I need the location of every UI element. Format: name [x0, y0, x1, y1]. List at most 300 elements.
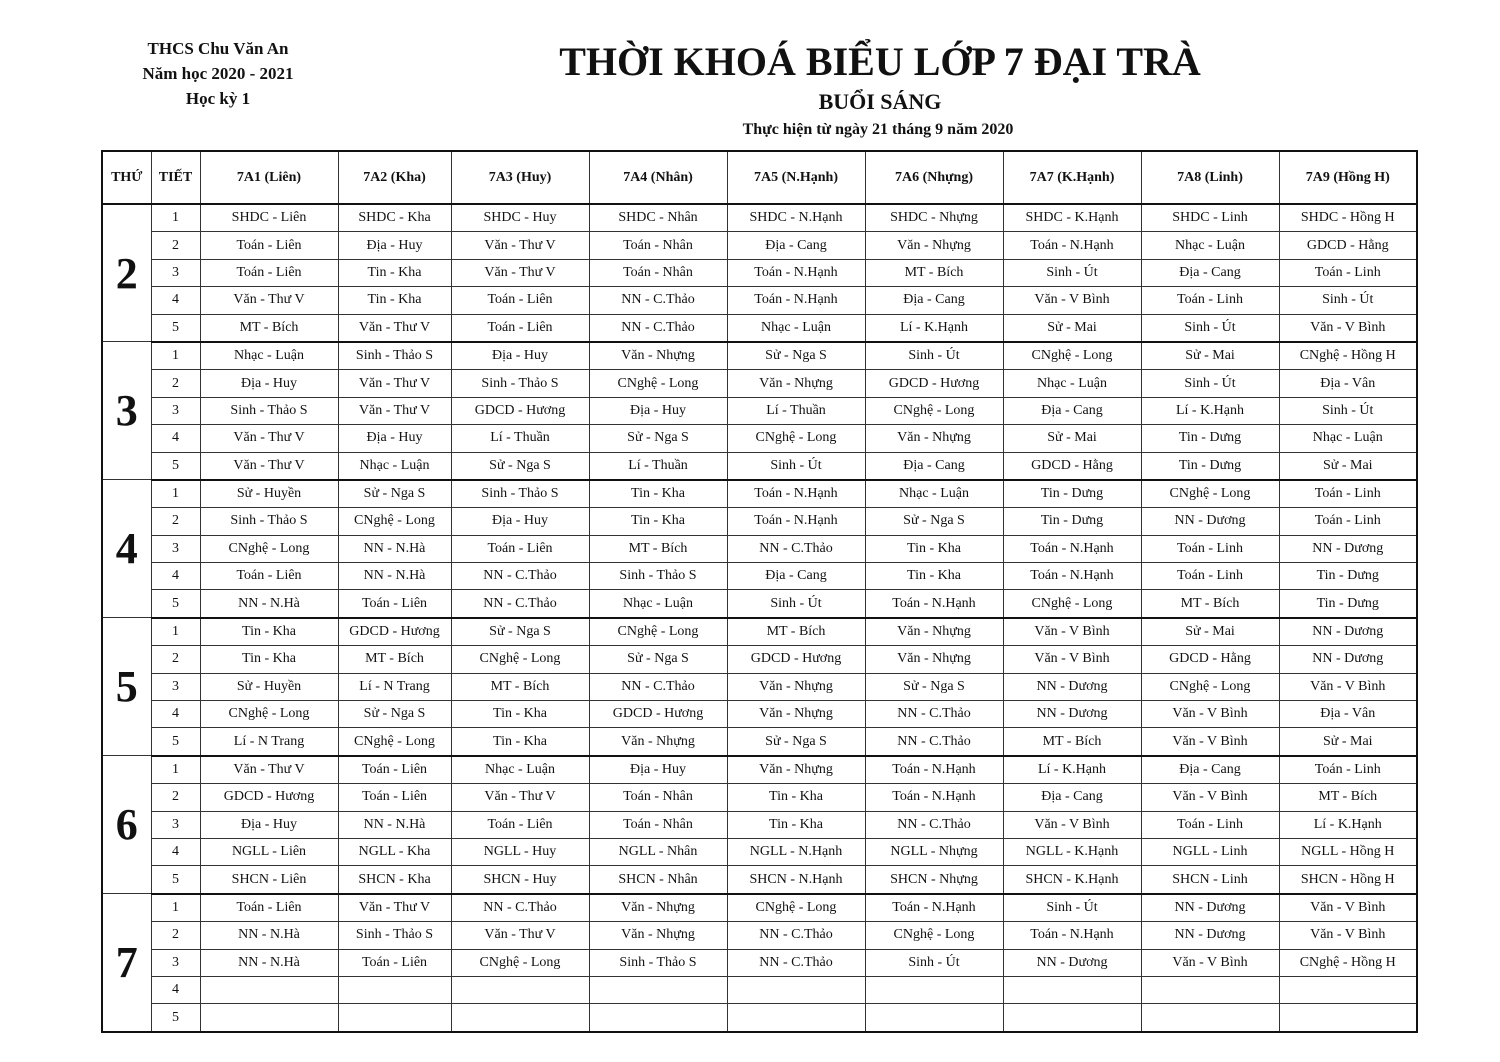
subject-cell: Văn - V Bình — [1141, 784, 1279, 811]
day-cell: 3 — [102, 342, 151, 480]
subject-cell: Toán - Linh — [1279, 259, 1417, 286]
subject-cell: Sinh - Út — [865, 342, 1003, 370]
subject-cell — [1003, 1004, 1141, 1032]
subject-cell: Sinh - Út — [865, 949, 1003, 976]
subject-cell: Lí - Thuần — [451, 425, 589, 452]
subject-cell: NN - C.Thảo — [727, 535, 865, 562]
subject-cell: Văn - Nhựng — [865, 425, 1003, 452]
period-cell: 3 — [151, 397, 200, 424]
period-cell: 2 — [151, 922, 200, 949]
subject-cell — [727, 1004, 865, 1032]
table-row — [102, 811, 1417, 838]
table-row — [102, 922, 1417, 949]
subject-cell: Sinh - Út — [1141, 370, 1279, 397]
subject-cell: Sử - Mai — [1141, 618, 1279, 646]
table-row — [102, 838, 1417, 865]
period-cell: 5 — [151, 590, 200, 618]
subject-cell: Nhạc - Luận — [1279, 425, 1417, 452]
period-cell: 5 — [151, 452, 200, 480]
timetable — [101, 150, 1418, 1033]
subject-cell — [1141, 1004, 1279, 1032]
subject-cell: Toán - Liên — [451, 314, 589, 342]
subject-cell: CNghệ - Long — [1003, 590, 1141, 618]
class-column-header: 7A7 (K.Hạnh) — [1003, 151, 1141, 204]
subject-cell: SHCN - Liên — [200, 866, 338, 894]
subject-cell: Sinh - Thảo S — [451, 480, 589, 508]
subject-cell: Văn - Nhựng — [727, 673, 865, 700]
subject-cell: Tin - Kha — [727, 784, 865, 811]
subject-cell: Tin - Kha — [338, 259, 451, 286]
subject-cell: NN - C.Thảo — [451, 590, 589, 618]
subject-cell: Địa - Vân — [1279, 701, 1417, 728]
table-row — [102, 1004, 1417, 1032]
subject-cell: NN - Dương — [1279, 618, 1417, 646]
subject-cell: CNghệ - Long — [1003, 342, 1141, 370]
subject-cell: Sinh - Út — [727, 452, 865, 480]
day-cell: 5 — [102, 618, 151, 756]
subject-cell: Toán - Liên — [338, 590, 451, 618]
table-row — [102, 701, 1417, 728]
subject-cell: Nhạc - Luận — [589, 590, 727, 618]
class-column-header: 7A6 (Nhựng) — [865, 151, 1003, 204]
table-row — [102, 590, 1417, 618]
subject-cell: Địa - Huy — [451, 342, 589, 370]
subject-cell: GDCD - Hương — [338, 618, 451, 646]
subject-cell: Toán - Linh — [1141, 563, 1279, 590]
subject-cell: Sử - Nga S — [338, 480, 451, 508]
table-row — [102, 756, 1417, 784]
subject-cell: Sử - Nga S — [589, 646, 727, 673]
subject-cell: Địa - Cang — [1003, 784, 1141, 811]
period-column-header: TIẾT — [151, 151, 200, 204]
table-row — [102, 949, 1417, 976]
subject-cell: CNghệ - Long — [338, 728, 451, 756]
subject-cell: Văn - Nhựng — [589, 728, 727, 756]
subject-cell: NN - C.Thảo — [451, 563, 589, 590]
period-cell: 3 — [151, 949, 200, 976]
table-row — [102, 397, 1417, 424]
subject-cell: Sinh - Út — [1279, 287, 1417, 314]
subject-cell: Toán - N.Hạnh — [727, 480, 865, 508]
subject-cell: CNghệ - Long — [589, 370, 727, 397]
table-row — [102, 342, 1417, 370]
period-cell: 4 — [151, 425, 200, 452]
table-row — [102, 728, 1417, 756]
subject-cell: GDCD - Hằng — [1003, 452, 1141, 480]
day-cell: 4 — [102, 480, 151, 618]
period-cell: 5 — [151, 866, 200, 894]
period-cell: 3 — [151, 673, 200, 700]
subject-cell: CNghệ - Long — [200, 701, 338, 728]
subject-cell: SHCN - Linh — [1141, 866, 1279, 894]
subject-cell — [865, 1004, 1003, 1032]
subject-cell: Văn - Thư V — [200, 452, 338, 480]
period-cell: 1 — [151, 480, 200, 508]
subject-cell: NN - C.Thảo — [727, 922, 865, 949]
subject-cell: Lí - K.Hạnh — [1141, 397, 1279, 424]
subject-cell: SHCN - Nhựng — [865, 866, 1003, 894]
subject-cell: NGLL - Hồng H — [1279, 838, 1417, 865]
subject-cell: Nhạc - Luận — [1141, 232, 1279, 259]
table-row — [102, 204, 1417, 232]
subject-cell: Văn - Nhựng — [589, 894, 727, 922]
subject-cell: MT - Bích — [865, 259, 1003, 286]
table-row — [102, 563, 1417, 590]
subject-cell: Toán - Liên — [200, 259, 338, 286]
subject-cell: Sinh - Út — [1003, 259, 1141, 286]
subject-cell: Văn - V Bình — [1141, 701, 1279, 728]
subject-cell: Văn - Nhựng — [589, 922, 727, 949]
subject-cell: Văn - Thư V — [451, 259, 589, 286]
subject-cell: Văn - Nhựng — [865, 646, 1003, 673]
subject-cell: Lí - Thuần — [589, 452, 727, 480]
subject-cell: Toán - Liên — [451, 811, 589, 838]
subject-cell: Nhạc - Luận — [1003, 370, 1141, 397]
table-row — [102, 618, 1417, 646]
table-row — [102, 425, 1417, 452]
subject-cell: Địa - Cang — [1141, 756, 1279, 784]
subject-cell: GDCD - Hằng — [1141, 646, 1279, 673]
subject-cell: Sử - Huyền — [200, 673, 338, 700]
subject-cell: Nhạc - Luận — [865, 480, 1003, 508]
subject-cell: Tin - Dưng — [1003, 480, 1141, 508]
subject-cell: NN - Dương — [1279, 646, 1417, 673]
subject-cell: Toán - N.Hạnh — [727, 259, 865, 286]
subject-cell: Toán - Liên — [451, 535, 589, 562]
subject-cell: Địa - Huy — [338, 425, 451, 452]
period-cell: 2 — [151, 646, 200, 673]
subject-cell: MT - Bích — [1279, 784, 1417, 811]
subject-cell: Văn - V Bình — [1003, 618, 1141, 646]
period-cell: 2 — [151, 232, 200, 259]
subject-cell: Tin - Kha — [865, 535, 1003, 562]
subject-cell: Sinh - Thảo S — [589, 563, 727, 590]
subject-cell — [451, 976, 589, 1003]
subject-cell: CNghệ - Long — [727, 894, 865, 922]
subject-cell: Sinh - Út — [1279, 397, 1417, 424]
subject-cell: MT - Bích — [1003, 728, 1141, 756]
subject-cell: Tin - Dưng — [1141, 425, 1279, 452]
subject-cell: Tin - Kha — [200, 618, 338, 646]
subject-cell: Địa - Huy — [451, 508, 589, 535]
subject-cell: CNghệ - Long — [589, 618, 727, 646]
subject-cell — [589, 976, 727, 1003]
day-cell: 2 — [102, 204, 151, 342]
subject-cell: Toán - Nhân — [589, 784, 727, 811]
subject-cell: Lí - K.Hạnh — [1279, 811, 1417, 838]
subject-cell: Lí - N Trang — [338, 673, 451, 700]
subject-cell: SHDC - N.Hạnh — [727, 204, 865, 232]
table-row — [102, 866, 1417, 894]
period-cell: 1 — [151, 342, 200, 370]
subject-cell: SHDC - Huy — [451, 204, 589, 232]
subject-cell: Văn - Thư V — [338, 314, 451, 342]
subject-cell: CNghệ - Hồng H — [1279, 949, 1417, 976]
subject-cell: Văn - Nhựng — [727, 701, 865, 728]
table-row — [102, 232, 1417, 259]
subject-cell: SHDC - Nhân — [589, 204, 727, 232]
subject-cell: Toán - N.Hạnh — [1003, 535, 1141, 562]
subject-cell: Tin - Kha — [451, 701, 589, 728]
subject-cell: Toán - Linh — [1279, 480, 1417, 508]
subject-cell: NN - N.Hà — [200, 922, 338, 949]
subject-cell: SHDC - Liên — [200, 204, 338, 232]
subject-cell: Sinh - Thảo S — [200, 508, 338, 535]
subject-cell: NN - Dương — [1141, 894, 1279, 922]
session-title: BUỔI SÁNG — [818, 89, 942, 114]
subject-cell: Toán - Linh — [1141, 811, 1279, 838]
subject-cell: GDCD - Hằng — [1279, 232, 1417, 259]
subject-cell: Văn - V Bình — [1279, 922, 1417, 949]
school-name: THCS Chu Văn An — [147, 39, 289, 58]
period-cell: 4 — [151, 287, 200, 314]
subject-cell: NN - N.Hà — [338, 563, 451, 590]
subject-cell: MT - Bích — [200, 314, 338, 342]
day-cell: 7 — [102, 894, 151, 1032]
subject-cell: GDCD - Hương — [451, 397, 589, 424]
subject-cell: Văn - Nhựng — [727, 756, 865, 784]
period-cell: 2 — [151, 508, 200, 535]
subject-cell: Toán - N.Hạnh — [865, 590, 1003, 618]
subject-cell: CNghệ - Long — [1141, 480, 1279, 508]
subject-cell — [727, 976, 865, 1003]
subject-cell: Sinh - Út — [1141, 314, 1279, 342]
school-year: Năm học 2020 - 2021 — [142, 64, 294, 83]
subject-cell: Tin - Dưng — [1141, 452, 1279, 480]
subject-cell: NGLL - Linh — [1141, 838, 1279, 865]
class-column-header: 7A2 (Kha) — [338, 151, 451, 204]
class-column-header: 7A9 (Hồng H) — [1279, 151, 1417, 204]
period-cell: 3 — [151, 811, 200, 838]
subject-cell: Tin - Dưng — [1003, 508, 1141, 535]
subject-cell: Sử - Mai — [1141, 342, 1279, 370]
subject-cell: Văn - Thư V — [200, 287, 338, 314]
subject-cell: Văn - Nhựng — [865, 618, 1003, 646]
subject-cell: Văn - Thư V — [200, 425, 338, 452]
subject-cell: SHDC - Nhựng — [865, 204, 1003, 232]
subject-cell: Sử - Nga S — [451, 452, 589, 480]
subject-cell: Toán - Nhân — [589, 259, 727, 286]
subject-cell: NN - N.Hà — [200, 590, 338, 618]
subject-cell: NN - Dương — [1003, 701, 1141, 728]
table-row — [102, 894, 1417, 922]
period-cell: 4 — [151, 838, 200, 865]
subject-cell: NGLL - Liên — [200, 838, 338, 865]
subject-cell: Sử - Mai — [1003, 314, 1141, 342]
subject-cell: Sử - Nga S — [338, 701, 451, 728]
subject-cell: Toán - Linh — [1141, 535, 1279, 562]
subject-cell — [451, 1004, 589, 1032]
subject-cell: Sinh - Thảo S — [338, 922, 451, 949]
period-cell: 5 — [151, 1004, 200, 1032]
subject-cell: Văn - Thư V — [451, 232, 589, 259]
subject-cell — [1141, 976, 1279, 1003]
subject-cell: Văn - Nhựng — [865, 232, 1003, 259]
subject-cell: CNghệ - Long — [338, 508, 451, 535]
subject-cell: MT - Bích — [1141, 590, 1279, 618]
subject-cell: Sử - Mai — [1003, 425, 1141, 452]
subject-cell: Sinh - Thảo S — [338, 342, 451, 370]
subject-cell: MT - Bích — [727, 618, 865, 646]
subject-cell: NGLL - N.Hạnh — [727, 838, 865, 865]
subject-cell: Văn - Thư V — [338, 397, 451, 424]
subject-cell: Toán - Linh — [1279, 508, 1417, 535]
subject-cell: MT - Bích — [589, 535, 727, 562]
subject-cell: Tin - Kha — [865, 563, 1003, 590]
subject-cell: Tin - Dưng — [1279, 563, 1417, 590]
period-cell: 2 — [151, 370, 200, 397]
subject-cell: Tin - Kha — [727, 811, 865, 838]
school-info — [118, 36, 318, 111]
subject-cell: SHDC - K.Hạnh — [1003, 204, 1141, 232]
subject-cell: Toán - N.Hạnh — [727, 508, 865, 535]
class-column-header: 7A4 (Nhân) — [589, 151, 727, 204]
subject-cell: NN - C.Thảo — [589, 673, 727, 700]
subject-cell: Sử - Mai — [1279, 452, 1417, 480]
subject-cell: Toán - Linh — [1279, 756, 1417, 784]
class-column-header: 7A5 (N.Hạnh) — [727, 151, 865, 204]
subject-cell: Toán - Liên — [200, 894, 338, 922]
subject-cell — [200, 1004, 338, 1032]
subject-cell: Toán - Linh — [1141, 287, 1279, 314]
page-title: THỜI KHOÁ BIỂU LỚP 7 ĐẠI TRÀ — [559, 39, 1201, 84]
subject-cell: Văn - V Bình — [1141, 728, 1279, 756]
subject-cell: Toán - N.Hạnh — [865, 756, 1003, 784]
subject-cell: SHDC - Kha — [338, 204, 451, 232]
class-column-header: 7A3 (Huy) — [451, 151, 589, 204]
subject-cell: GDCD - Hương — [589, 701, 727, 728]
subject-cell: Sử - Huyền — [200, 480, 338, 508]
subject-cell: Văn - V Bình — [1003, 646, 1141, 673]
subject-cell: GDCD - Hương — [200, 784, 338, 811]
subject-cell: Địa - Cang — [1003, 397, 1141, 424]
subject-cell: NN - C.Thảo — [865, 701, 1003, 728]
subject-cell: NGLL - K.Hạnh — [1003, 838, 1141, 865]
subject-cell — [589, 1004, 727, 1032]
subject-cell: Sử - Nga S — [865, 508, 1003, 535]
subject-cell: NN - C.Thảo — [589, 287, 727, 314]
subject-cell: Toán - Liên — [200, 232, 338, 259]
period-cell: 3 — [151, 259, 200, 286]
subject-cell: NN - C.Thảo — [865, 811, 1003, 838]
subject-cell: Lí - K.Hạnh — [1003, 756, 1141, 784]
table-body — [102, 204, 1417, 1032]
period-cell: 1 — [151, 204, 200, 232]
subject-cell: Địa - Cang — [727, 563, 865, 590]
subject-cell: Toán - Liên — [200, 563, 338, 590]
subject-cell: Toán - Liên — [338, 949, 451, 976]
subject-cell: Văn - V Bình — [1003, 287, 1141, 314]
subject-cell: Sử - Nga S — [727, 728, 865, 756]
subject-cell: Văn - V Bình — [1279, 673, 1417, 700]
period-cell: 5 — [151, 728, 200, 756]
subject-cell: MT - Bích — [451, 673, 589, 700]
subject-cell: NN - N.Hà — [338, 811, 451, 838]
subject-cell: Văn - Thư V — [338, 370, 451, 397]
table-row — [102, 480, 1417, 508]
subject-cell — [338, 976, 451, 1003]
subject-cell: NN - Dương — [1003, 673, 1141, 700]
subject-cell: Toán - N.Hạnh — [1003, 922, 1141, 949]
subject-cell: Văn - Nhựng — [589, 342, 727, 370]
subject-cell: NN - Dương — [1003, 949, 1141, 976]
subject-cell: Văn - V Bình — [1279, 314, 1417, 342]
subject-cell: Nhạc - Luận — [200, 342, 338, 370]
subject-cell: Văn - V Bình — [1141, 949, 1279, 976]
subject-cell: Địa - Huy — [200, 811, 338, 838]
semester: Học kỳ 1 — [185, 89, 251, 108]
subject-cell: CNghệ - Long — [865, 922, 1003, 949]
subject-cell: Sinh - Út — [1003, 894, 1141, 922]
subject-cell: Toán - N.Hạnh — [865, 894, 1003, 922]
subject-cell: Tin - Kha — [200, 646, 338, 673]
subject-cell: CNghệ - Long — [451, 646, 589, 673]
period-cell: 1 — [151, 756, 200, 784]
table-row — [102, 508, 1417, 535]
table-row — [102, 784, 1417, 811]
subject-cell: SHCN - Huy — [451, 866, 589, 894]
class-column-header: 7A8 (Linh) — [1141, 151, 1279, 204]
subject-cell: Sử - Nga S — [451, 618, 589, 646]
subject-cell — [200, 976, 338, 1003]
subject-cell: Toán - N.Hạnh — [1003, 563, 1141, 590]
subject-cell: NGLL - Huy — [451, 838, 589, 865]
subject-cell: Toán - Liên — [451, 287, 589, 314]
subject-cell: Toán - N.Hạnh — [865, 784, 1003, 811]
table-row — [102, 259, 1417, 286]
subject-cell: Tin - Dưng — [1279, 590, 1417, 618]
subject-cell: Lí - K.Hạnh — [865, 314, 1003, 342]
period-cell: 1 — [151, 894, 200, 922]
table-row — [102, 976, 1417, 1003]
subject-cell: Toán - N.Hạnh — [727, 287, 865, 314]
subject-cell: Văn - Nhựng — [727, 370, 865, 397]
table-row — [102, 314, 1417, 342]
subject-cell: Địa - Huy — [589, 756, 727, 784]
subject-cell: CNghệ - Long — [865, 397, 1003, 424]
subject-cell — [865, 976, 1003, 1003]
subject-cell: Địa - Huy — [338, 232, 451, 259]
subject-cell: NN - C.Thảo — [727, 949, 865, 976]
subject-cell: Địa - Cang — [727, 232, 865, 259]
subject-cell: Địa - Huy — [200, 370, 338, 397]
period-cell: 5 — [151, 314, 200, 342]
subject-cell: Lí - Thuần — [727, 397, 865, 424]
subject-cell: CNghệ - Long — [451, 949, 589, 976]
period-cell: 1 — [151, 618, 200, 646]
subject-cell: Lí - N Trang — [200, 728, 338, 756]
subject-cell: Văn - Thư V — [451, 922, 589, 949]
subject-cell: Toán - Nhân — [589, 811, 727, 838]
subject-cell: GDCD - Hương — [727, 646, 865, 673]
subject-cell: NN - C.Thảo — [451, 894, 589, 922]
subject-cell: CNghệ - Long — [1141, 673, 1279, 700]
subject-cell: Toán - Nhân — [589, 232, 727, 259]
subject-cell: Văn - V Bình — [1003, 811, 1141, 838]
period-cell: 2 — [151, 784, 200, 811]
subject-cell: Địa - Vân — [1279, 370, 1417, 397]
table-row — [102, 646, 1417, 673]
period-cell: 4 — [151, 701, 200, 728]
day-column-header: THỨ — [102, 151, 151, 204]
subject-cell: CNghệ - Long — [727, 425, 865, 452]
subject-cell: Văn - Thư V — [200, 756, 338, 784]
subject-cell: Văn - V Bình — [1279, 894, 1417, 922]
subject-cell: NGLL - Nhựng — [865, 838, 1003, 865]
subject-cell: SHCN - Kha — [338, 866, 451, 894]
subject-cell — [1279, 976, 1417, 1003]
subject-cell: NN - N.Hà — [338, 535, 451, 562]
